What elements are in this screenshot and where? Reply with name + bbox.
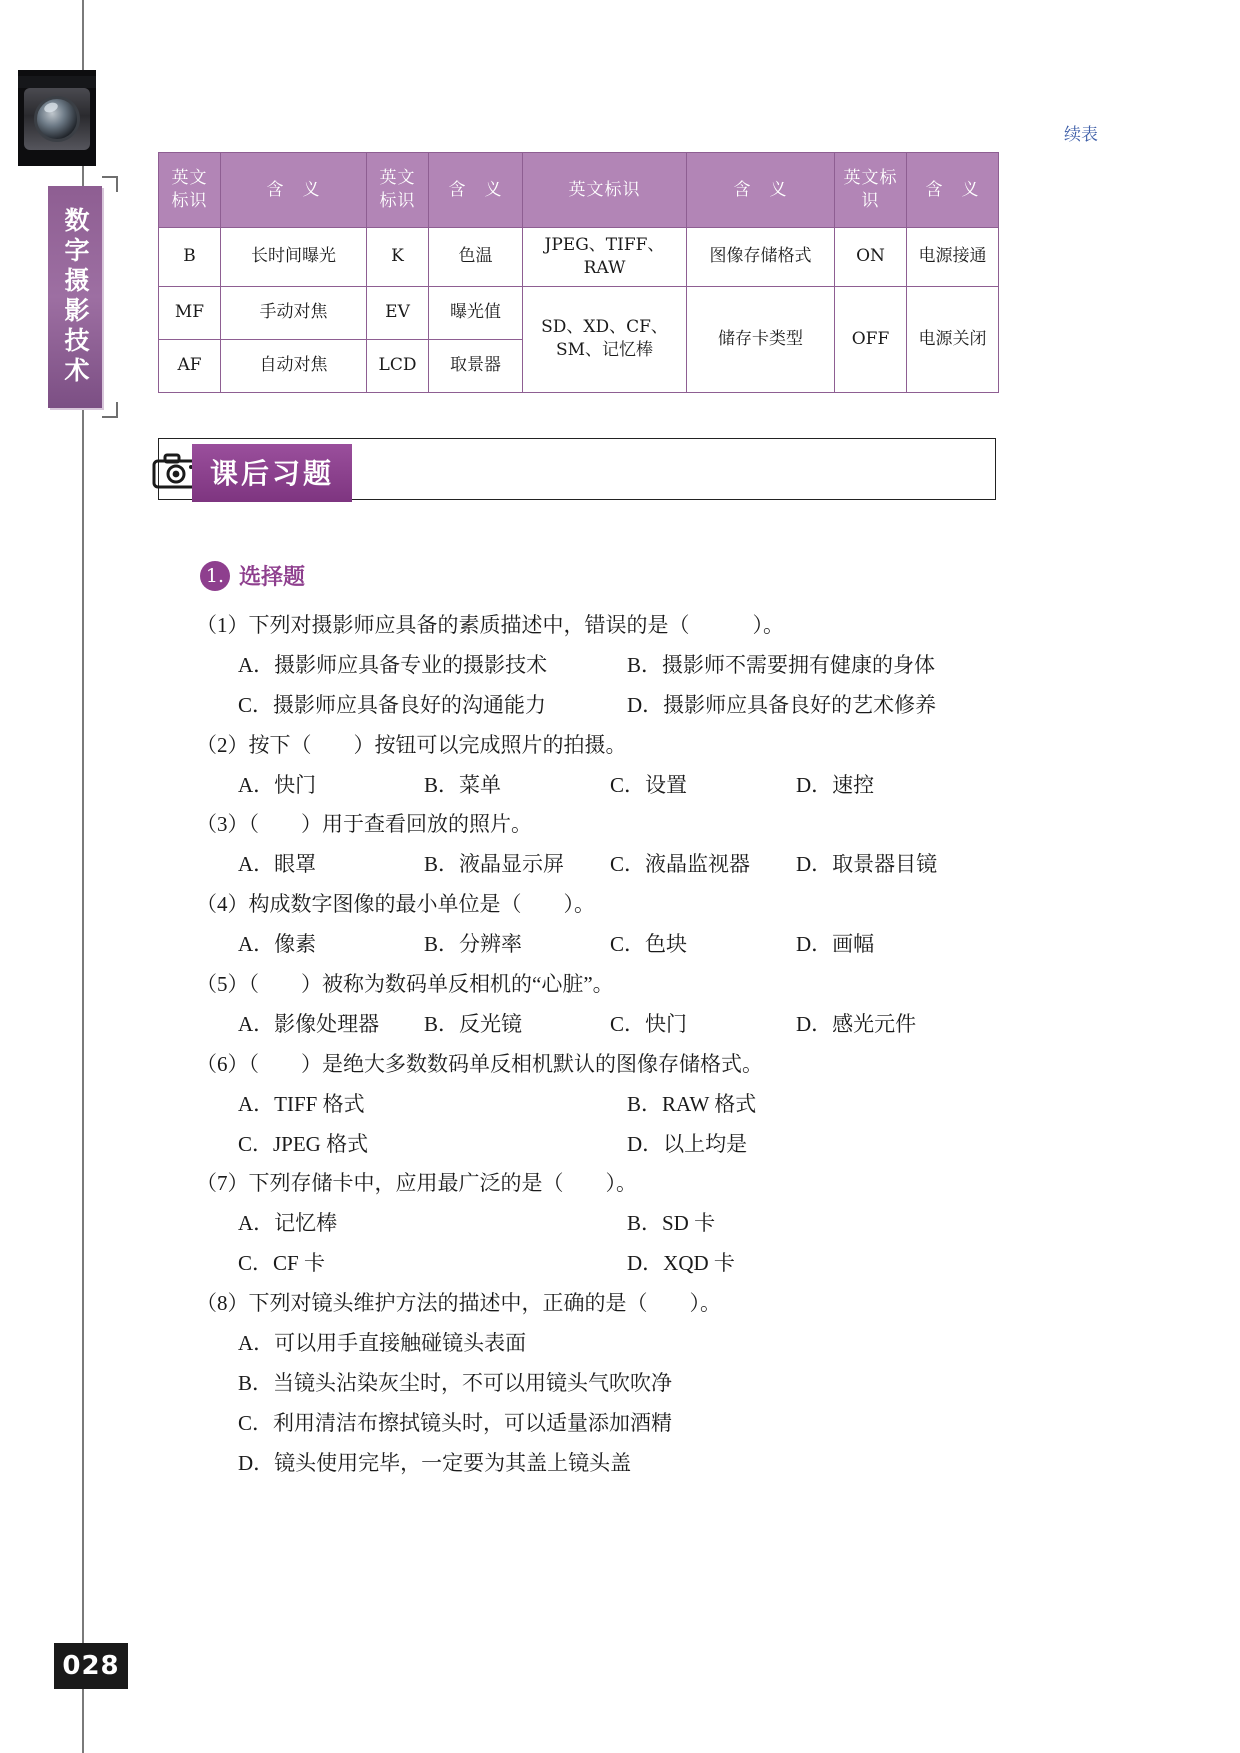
question-item: [196, 805, 1016, 885]
option-row: [196, 686, 1016, 726]
side-tab-corner-top: [102, 176, 118, 192]
option[interactable]: B．分辨率: [424, 932, 523, 957]
table-cell: 图像存储格式: [687, 228, 835, 287]
table-row: [159, 286, 999, 339]
table-cell: 储存卡类型: [687, 286, 835, 392]
table-cell: OFF: [835, 286, 907, 392]
question-stem: （4）构成数字图像的最小单位是（ ）。: [196, 892, 595, 917]
table-cell: 长时间曝光: [221, 228, 367, 287]
table-header-cell: 英文标识: [523, 153, 687, 228]
option-row: [196, 1324, 1016, 1364]
table-header-row: [159, 153, 999, 228]
question-item: [196, 606, 1016, 726]
option[interactable]: B．菜单: [424, 772, 502, 797]
option[interactable]: C．设置: [610, 772, 688, 797]
option-row: [196, 646, 1016, 686]
abbreviation-table: [158, 152, 998, 393]
option[interactable]: B．当镜头沾染灰尘时，不可以用镜头气吹吹净: [238, 1370, 673, 1395]
option[interactable]: D．感光元件: [796, 1011, 917, 1036]
question-stem: （3）（ ）用于查看回放的照片。: [196, 812, 532, 837]
table-cell: 电源关闭: [907, 286, 999, 392]
table-cell: SD、XD、CF、SM、记忆棒: [523, 286, 687, 392]
question-item: [196, 1045, 1016, 1165]
table-cell: EV: [367, 286, 429, 339]
question-item: [196, 1164, 1016, 1284]
table-cell: 自动对焦: [221, 339, 367, 392]
question-list: [196, 606, 1016, 1484]
option-row: [196, 1444, 1016, 1484]
option[interactable]: C．摄影师应具备良好的沟通能力: [238, 692, 547, 717]
option[interactable]: C．JPEG 格式: [238, 1131, 369, 1156]
option[interactable]: D．速控: [796, 772, 875, 797]
side-tab-corner-bottom: [102, 402, 118, 418]
table-cell: 手动对焦: [221, 286, 367, 339]
question-stem: （2）按下（ ）按钮可以完成照片的拍摄。: [196, 732, 627, 757]
chapter-side-tab-label: 数字摄影技术: [61, 207, 90, 387]
option-row: [196, 845, 1016, 885]
table-cell: AF: [159, 339, 221, 392]
question-stem: （6）（ ）是绝大多数数码单反相机默认的图像存储格式。: [196, 1051, 763, 1076]
question-stem: （5）（ ）被称为数码单反相机的“心脏”。: [196, 972, 614, 997]
option-row: [196, 1204, 1016, 1244]
option[interactable]: D．摄影师应具备良好的艺术修养: [627, 692, 937, 717]
option[interactable]: A．可以用手直接触碰镜头表面: [238, 1331, 527, 1356]
option[interactable]: C．利用清洁布擦拭镜头时，可以适量添加酒精: [238, 1410, 673, 1435]
question-item: [196, 726, 1016, 806]
table-cell: B: [159, 228, 221, 287]
option[interactable]: A．TIFF 格式: [238, 1091, 365, 1116]
question-stem: （1）下列对摄影师应具备的素质描述中，错误的是（ ）。: [196, 613, 784, 637]
table-row: [159, 228, 999, 287]
question-item: [196, 1284, 1016, 1483]
section-banner-title: 课后习题: [192, 444, 352, 502]
table-cell: 曝光值: [429, 286, 523, 339]
option-row: [196, 766, 1016, 806]
option[interactable]: A．眼罩: [238, 852, 317, 877]
question-stem: （7）下列存储卡中，应用最广泛的是（ ）。: [196, 1171, 637, 1196]
camera-photo-thumbnail: [18, 70, 96, 166]
option-row: [196, 1005, 1016, 1045]
option[interactable]: B．SD 卡: [627, 1211, 716, 1236]
question-item: [196, 965, 1016, 1045]
table-header-cell: 含 义: [687, 153, 835, 228]
table-header-cell: 含 义: [221, 153, 367, 228]
table-cell: LCD: [367, 339, 429, 392]
option[interactable]: B．反光镜: [424, 1011, 523, 1036]
section-number-badge: [200, 560, 305, 591]
option[interactable]: D．XQD 卡: [627, 1251, 735, 1276]
table-header-cell: 英文标识: [159, 153, 221, 228]
page-number: 028: [54, 1643, 128, 1689]
table-header-cell: 英文标识: [835, 153, 907, 228]
option[interactable]: A．摄影师应具备专业的摄影技术: [238, 652, 548, 677]
option[interactable]: C．CF 卡: [238, 1251, 325, 1276]
option[interactable]: D．以上均是: [627, 1131, 748, 1156]
option-row: [196, 925, 1016, 965]
table-cell: 电源接通: [907, 228, 999, 287]
continued-table-label: 续表: [1064, 125, 1098, 145]
table-header-cell: 含 义: [429, 153, 523, 228]
question-stem: （8）下列对镜头维护方法的描述中，正确的是（ ）。: [196, 1291, 721, 1316]
section-number: 1.: [200, 561, 230, 591]
option[interactable]: B．摄影师不需要拥有健康的身体: [627, 652, 936, 677]
option[interactable]: C．快门: [610, 1011, 688, 1036]
table-cell: JPEG、TIFF、RAW: [523, 228, 687, 287]
table-header-cell: 含 义: [907, 153, 999, 228]
option-row: [196, 1085, 1016, 1125]
option-row: [196, 1125, 1016, 1165]
section-label: 选择题: [239, 565, 306, 590]
option[interactable]: C．色块: [610, 932, 688, 957]
option-row: [196, 1404, 1016, 1444]
table-cell: MF: [159, 286, 221, 339]
option[interactable]: A．像素: [238, 932, 317, 957]
option[interactable]: D．镜头使用完毕，一定要为其盖上镜头盖: [238, 1450, 632, 1475]
option[interactable]: D．取景器目镜: [796, 852, 938, 877]
table-header-cell: 英文标识: [367, 153, 429, 228]
table-cell: 取景器: [429, 339, 523, 392]
question-item: [196, 885, 1016, 965]
option[interactable]: A．快门: [238, 772, 317, 797]
option-row: [196, 1244, 1016, 1284]
table-cell: ON: [835, 228, 907, 287]
option[interactable]: B．液晶显示屏: [424, 852, 565, 877]
option[interactable]: C．液晶监视器: [610, 852, 751, 877]
option[interactable]: D．画幅: [796, 932, 875, 957]
option-row: [196, 1364, 1016, 1404]
table-cell: K: [367, 228, 429, 287]
option[interactable]: A．记忆棒: [238, 1211, 338, 1236]
table-cell: 色温: [429, 228, 523, 287]
chapter-side-tab: [48, 186, 102, 408]
option[interactable]: A．影像处理器: [238, 1011, 380, 1036]
option[interactable]: B．RAW 格式: [627, 1091, 757, 1116]
